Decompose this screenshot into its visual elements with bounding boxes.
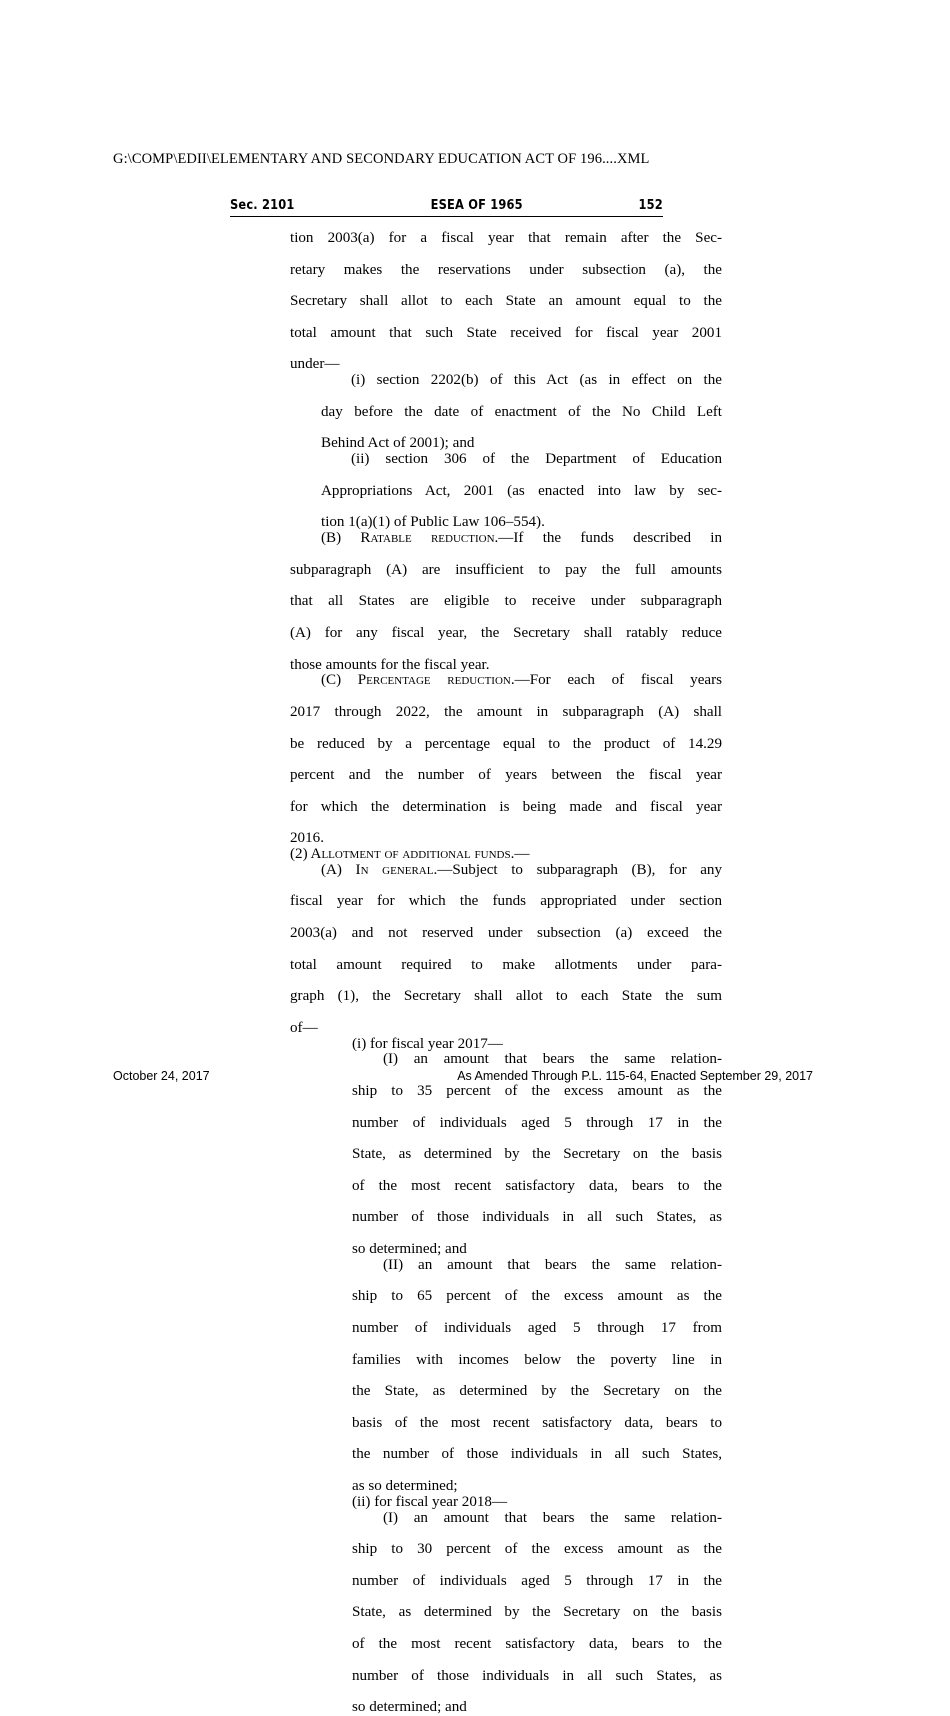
text-line: tion 1(a)(1) of Public Law 106–554). [321,514,545,531]
text-line: total amount that such State received for fiscal year 2001 [290,324,722,341]
paragraph [290,1258,722,1495]
paragraph [290,1037,722,1053]
text-line: so determined; and [352,1241,467,1257]
text-line: the State, as determined by the Secretary on the [352,1383,722,1400]
footer-date: October 24, 2017 [113,1069,210,1083]
paragraph [290,452,722,531]
paragraph [290,847,722,863]
text-line: so determined; and [352,1699,467,1716]
text-line: 2017 through 2022, the amount in subparagraph (A) shall [290,703,722,720]
paragraph [290,863,722,1037]
text-line: total amount required to make allotments under para- [290,956,722,973]
text-line: be reduced by a percentage equal to the product of 14.29 [290,735,722,752]
paragraph [290,231,722,373]
text-line: (I) an amount that bears the same relation- [383,1051,722,1068]
text-line: ship to 65 percent of the excess amount as the [352,1288,722,1305]
section-number: Sec. 2101 [230,198,295,213]
text-line: 2016. [290,830,324,847]
text-line: number of those individuals in all such States, as [352,1209,722,1226]
text-line: for which the determination is being made and fiscal year [290,798,722,815]
text-run: —If the funds described in [498,530,722,547]
text-run: —Subject to subparagraph (B), for any [437,861,722,878]
paragraph [290,531,722,673]
text-run: —For each of fiscal years [514,672,722,689]
text-line: the number of those individuals in all such States, [352,1446,722,1463]
text-line: Behind Act of 2001); and [321,435,475,452]
text-line: that all States are eligible to receive under subparagraph [290,593,722,610]
text-line: of the most recent satisfactory data, bears to the [352,1177,722,1194]
text-line: ship to 30 percent of the excess amount as the [352,1541,722,1558]
text-line: of— [290,1019,318,1036]
text-line: 2003(a) and not reserved under subsection (a) exceed the [290,925,722,942]
text-line: percent and the number of years between the fiscal year [290,767,722,784]
text-line: number of individuals aged 5 through 17 in the [352,1572,722,1589]
paragraph-heading: (2) Allotment of additional funds. [290,846,515,863]
text-line: (i) section 2202(b) of this Act (as in effect on the [351,372,722,389]
subparagraph-heading: (B) Ratable reduction. [321,530,499,547]
text-line: under— [290,356,340,373]
text-line: number of individuals aged 5 through 17 in the [352,1114,722,1131]
text-line: those amounts for the fiscal year. [290,656,490,673]
text-line: (ii) for fiscal year 2018— [352,1493,508,1510]
act-title: ESEA OF 1965 [430,198,523,213]
paragraph [290,373,722,452]
text-line: ship to 35 percent of the excess amount as the [352,1083,722,1100]
subparagraph-heading: (A) In general. [321,861,438,878]
paragraph [290,673,722,847]
paragraph [290,1052,722,1257]
paragraph [290,1495,722,1511]
text-line: of the most recent satisfactory data, bears to the [352,1635,722,1652]
text-line: State, as determined by the Secretary on the basis [352,1604,722,1621]
running-head [230,198,663,217]
text-line: subparagraph (A) are insufficient to pay the full amounts [290,561,722,578]
text-line [290,847,722,863]
text-run: — [514,846,530,863]
page-number: 152 [638,198,663,213]
text-line: (II) an amount that bears the same relation- [383,1256,722,1273]
body-text [290,231,722,1716]
text-line: (A) for any fiscal year, the Secretary shall ratably reduce [290,624,722,641]
text-line: families with incomes below the poverty line in [352,1351,722,1368]
text-line: graph (1), the Secretary shall allot to each State the sum [290,988,722,1005]
text-line: (ii) section 306 of the Department of Education [351,451,722,468]
text-line: day before the date of enactment of the No Child Left [321,403,722,420]
file-path: G:\COMP\EDII\ELEMENTARY AND SECONDARY EDUCATION ACT OF 196....XML [113,151,650,167]
text-line: State, as determined by the Secretary on the basis [352,1146,722,1163]
text-line: fiscal year for which the funds appropriated under section [290,893,722,910]
text-line: basis of the most recent satisfactory data, bears to [352,1414,722,1431]
text-line: retary makes the reservations under subsection (a), the [290,261,722,278]
text-line: tion 2003(a) for a fiscal year that remain after the Sec- [290,230,722,246]
text-line: Secretary shall allot to each State an amount equal to the [290,293,722,310]
text-line [290,531,722,563]
text-line: (I) an amount that bears the same relation- [383,1509,722,1526]
text-line: number of individuals aged 5 through 17 from [352,1319,722,1336]
text-line: number of those individuals in all such States, as [352,1667,722,1684]
paragraph [290,1511,722,1716]
subparagraph-heading: (C) Percentage reduction. [321,672,515,689]
text-line [290,863,722,895]
text-line: (i) for fiscal year 2017— [352,1035,503,1052]
text-line: as so determined; [352,1477,458,1494]
text-line: Appropriations Act, 2001 (as enacted into law by sec- [321,482,722,499]
text-line [290,673,722,705]
footer-amendment-note: As Amended Through P.L. 115-64, Enacted September 29, 2017 [457,1069,813,1083]
